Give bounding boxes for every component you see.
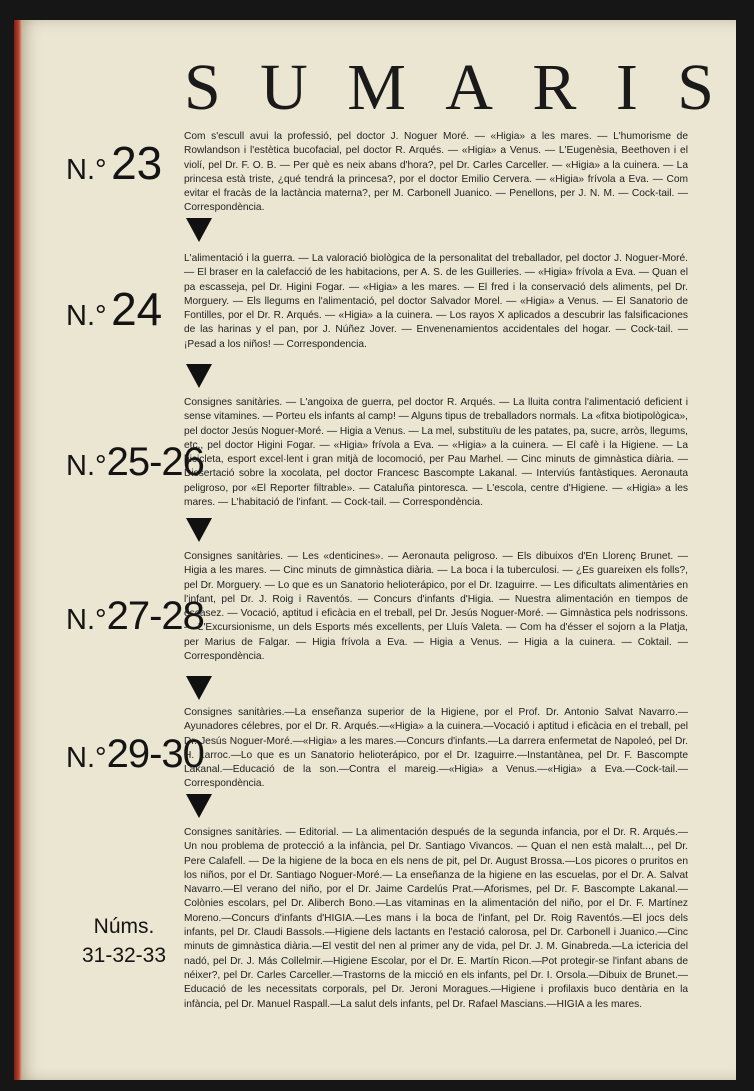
- triangle-divider-icon: [186, 794, 212, 818]
- issue-value: 23: [111, 137, 163, 189]
- title-letter: M: [347, 51, 406, 124]
- title-letter: R: [532, 51, 577, 124]
- issue-number-23: [66, 136, 190, 190]
- issue-prefix: N.°: [66, 742, 107, 774]
- issue-number-25-26: [66, 440, 204, 485]
- triangle-divider-icon: [186, 518, 212, 542]
- issue-prefix: N.°: [66, 154, 107, 186]
- issue-value: 27-28: [106, 594, 204, 638]
- title-letter: S: [184, 51, 221, 124]
- issue-value: 29-30: [106, 732, 204, 776]
- red-binding-edge: [14, 20, 22, 1080]
- issue-number-29-30: [66, 732, 204, 777]
- magazine-page: [14, 20, 736, 1080]
- issue-prefix: N.°: [66, 450, 107, 482]
- issue-contents-27-28: Consignes sanitàries. — Les «denticines». — Aeronauta peligroso. — Els dibuixos d'En Llorenç Brunet. — Higia a les mares. — Cinc minuts de gimnàstica diària. — La boca i la tuberculosi. — ¿Es guareixen els folls?, pel Dr. Morguery. — Lo que es un Sanatorio helioterápico, por el Dr. Izaguirre. — Les dificultats alimentàries en l'infant, pel Dr. J. Roig i Raventós. — Concurs d'infants d'Higia. — Nuestra alimentación en tiempos de escasez. — Vocació, aptitud i eficàcia en el treball, pel Dr. Jesús Noguer-Moré. — Gimnàstica pels nodrissons. — L'Excursionisme, un dels Esports més excellents, per Lluís Valeta. — Com ha d'ésser el sojorn a la Platja, per Marius de Falgar. — Higia frívola a Eva. — Higia a Venus. — Higia a la cuinera. — Coktail. — Correspondència.: [184, 551, 688, 663]
- title-letter: S: [677, 51, 714, 124]
- issue-contents-31-32-33: Consignes sanitàries. — Editorial. — La alimentación después de la segunda infancia, por el Dr. R. Arqués.—Un nou problema de protecció a la infància, pel Dr. Santiago Vivancos. — Quan el nen està malalt..., pel Dr. Pere Calafell. — De la higiene de la boca en els nens de pit, pel Dr. August Brossa.—Los picores o pruritos en los niños, por el Dr. Santiago Noguer-Moré.— La enseñanza de la higiene en las escuelas, por el Dr. A. Salvat Navarro.—El verano del niño, por el Dr. Jaime Cardelús Prat.—Aforismes, pel Dr. F. Bascompte Lakanal.—Colònies escolars, pel Dr. Aliberch Bono.—Las vitaminas en la alimentación del niño, por el Dr. F. Martínez Moreno.—Concurs d'infants d'HIGIA.—Les mans i la boca de l'infant, pel Dr. Roig Raventós.—El jocs dels infants, pel Dr. Claudi Bassols.—Higiene dels lactants en l'estació calorosa, pel Dr. Carbonell i Juanico.—Cinc minuts de gimnàstica diària.—El vestit del nen al primer any de vida, pel Dr. J. M. Ginabreda.—La ictericia del nadó, pel Dr. J. Más Collelmir.—Higiene Escolar, por el Dr. E. Martín Ricon.—Pot protegir-se l'infant abans de néixer?, pel Dr. Carles Carceller.—Trastorns de la micció en els infants, pel Dr. I. Orsola.—Dibuix de Brunet.—Educació de les necessitats corporals, pel Dr. Jeroni Moragues.—Higiene i profilaxis buco dentària en la infància, pel Dr. Manuel Raspall.—La salut dels infants, pel Dr. Rafael Mascians.—HIGIA a les mares.: [184, 827, 688, 1010]
- issue-value: 24: [111, 283, 163, 335]
- title-letter: A: [445, 51, 493, 124]
- title-letter: I: [615, 51, 638, 124]
- triangle-divider-icon: [186, 218, 212, 242]
- issue-label: Núms.: [93, 915, 155, 938]
- page-title: [184, 50, 714, 126]
- issue-value: 31-32-33: [81, 944, 167, 967]
- triangle-divider-icon: [186, 676, 212, 700]
- issue-contents-29-30: Consignes sanitàries.—La enseñanza superior de la Higiene, por el Prof. Dr. Antonio Salvat Navarro.—Ayunadores célebres, por el Dr. R. Arqués.—«Higia» a la cuinera.—Vocació i aptitud i eficàcia en el treball, pel Dr. Jesús Noguer-Moré.—«Higia» a les mares.—Concurs d'infants.—La darrera enfermetat de Napoleó, pel Dr. H. Larroc.—Lo que es un Sanatorio helioterápico, por el Dr. Izaguirre.—Instantànea, pel Dr. F. Bascompte Lakanal.—Educació de la son.—Contra el mareig.—«Higia» a Venus.—«Higia» a Eva.—Cock-tail.—Correspondència.: [184, 707, 688, 790]
- issue-number-27-28: [66, 594, 204, 639]
- issue-prefix: N.°: [66, 604, 107, 636]
- issue-number-24: [66, 282, 190, 336]
- issue-contents-24: L'alimentació i la guerra. — La valoració biològica de la personalitat del treballador, pel doctor J. Noguer-Moré. — El braser en la calefacció de les habitacions, per A. S. de les Guilleries. — «Higia» frívola a Eva. — Quan el pa escasseja, pel Dr. Higini Fogar. — «Higia» a les mares. — El fred i la conservació dels aliments, pel Dr. Morguery. — Els llegums en l'alimentació, pel doctor Salvador Morel. — «Higia» a Venus. — El Sanatorio de Fontilles, por el Dr. R. Arqués. — «Higia» a la cuinera. — Los rayos X aplicados a descubrir las falsificaciones de las harinas y el pan, por J. Núñez Jover. — Envenenamientos accidentales del hogar. — Cock-tail. — ¡Pesad a los niños! — Correspondencia.: [184, 253, 688, 350]
- issue-contents-25-26: Consignes sanitàries. — L'angoixa de guerra, pel doctor R. Arqués. — La lluita contra l'alimentació deficient i sense vitamines. — Porteu els infants al camp! — Alguns tipus de treballadors normals. La «fitxa biotipològica», pel doctor Jesús Noguer-Moré. — Higia a Venus. — La mel, substituïu de les patates, pa, sucre, arròs, llegums, etc., pel doctor Higini Fogar. — «Higia» frívola a Eva. — «Higia» a la cuinera. — El cafè i la Higiene. — La bicicleta, esport excel·lent i gran mitjà de locomoció, per Pau Marhel. — Cinc minuts de gimnàstica diària. — Dissertació sobre la xocolata, pel doctor Francesc Bascompte Lakanal. — Interviús fantàstiques. Aeronauta peligroso, por «El Reporter filtrable». — Cataluña pintoresca. — L'escola, centre d'Higiene. — «Higia» a les mares. — L'habitació de l'infant. — Cock-tail. — Correspondència.: [184, 397, 688, 509]
- issue-prefix: N.°: [66, 300, 107, 332]
- issue-value: 25-26: [106, 440, 204, 484]
- triangle-divider-icon: [186, 364, 212, 388]
- issue-contents-23: Com s'escull avui la professió, pel doctor J. Noguer Moré. — «Higia» a les mares. — L'humorisme de Rowlandson i l'estètica bucofacial, pel doctor R. Arqués. — «Higia» a Venus. — L'Eugenèsia, Beethoven i el violí, pel Dr. F. O. B. — Per què es neix abans d'hora?, pel Dr. Carles Carceller. — «Higia» a la cuinera. — La princesa està triste, ¿qué tendrá la princesa?, por el doctor Emilio Cervera. — «Higia» frívola a Eva. — Com evitar el fracàs de la lactància materna?, per M. Carbonell Juanico. — Penellons, per J. N. M. — Cock-tail. — Correspondència.: [184, 131, 688, 214]
- issue-number-31-32-33: [62, 912, 186, 970]
- title-letter: U: [260, 51, 308, 124]
